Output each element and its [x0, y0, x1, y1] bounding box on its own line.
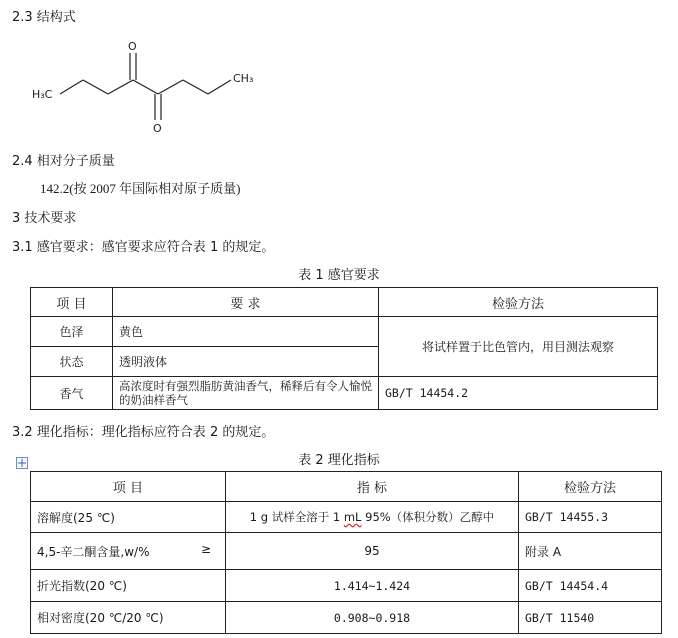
table2-caption: 表 2 理化指标 — [298, 453, 380, 468]
table-row — [31, 533, 662, 570]
table2-item-label: 4,5-辛二酮含量,w/% — [37, 544, 150, 559]
section-3-heading: 3 技术要求 — [12, 211, 77, 226]
table2-method: GB/T 14455.3 — [519, 502, 662, 533]
table2-value: 95 — [226, 533, 519, 570]
section-3-2-text: 3.2 理化指标：理化指标应符合表 2 的规定。 — [12, 425, 275, 440]
section-2-4-heading: 2.4 相对分子质量 — [12, 154, 115, 169]
table-row — [31, 317, 658, 347]
oxygen-bottom-label: O — [153, 122, 162, 135]
table2-compare-symbol: ≥ — [200, 542, 211, 556]
table1 — [30, 287, 658, 410]
table2-item: 相对密度(20 ℃/20 ℃) — [31, 602, 226, 634]
molecular-weight: 142.2(按 2007 年国际相对原子质量) — [40, 181, 241, 196]
table2-value-part: 1 g 试样全溶于 1 — [249, 510, 344, 524]
table1-req: 高浓度时有强烈脂肪黄油香气，稀释后有令人愉悦的奶油样香气 — [113, 377, 379, 410]
table2 — [30, 471, 662, 634]
table2-value — [226, 502, 519, 533]
methyl-right-label: CH₃ — [233, 72, 254, 85]
section-2-3-heading: 2.3 结构式 — [12, 10, 76, 25]
oxygen-top-label: O — [128, 40, 137, 53]
table1-req: 黄色 — [113, 317, 379, 347]
table-row — [31, 502, 662, 533]
table2-value: 1.414~1.424 — [226, 570, 519, 602]
structural-formula — [30, 38, 290, 138]
table2-header-item: 项 目 — [31, 472, 226, 502]
table2-item: 溶解度(25 ℃) — [31, 502, 226, 533]
table2-header-method: 检验方法 — [519, 472, 662, 502]
table2-item: 折光指数(20 ℃) — [31, 570, 226, 602]
table2-value: 0.908~0.918 — [226, 602, 519, 634]
table1-item: 状态 — [31, 347, 113, 377]
table-row — [31, 602, 662, 634]
table2-method: GB/T 14454.4 — [519, 570, 662, 602]
table2-method: GB/T 11540 — [519, 602, 662, 634]
table-row — [31, 570, 662, 602]
methyl-left-label: H₃C — [32, 88, 53, 101]
table1-caption: 表 1 感官要求 — [298, 268, 380, 283]
table2-value-part: 95%（体积分数）乙醇中 — [361, 510, 495, 524]
table-row — [31, 377, 658, 410]
table2-header-value: 指 标 — [226, 472, 519, 502]
table2-method: 附录 A — [519, 533, 662, 570]
table2-value-unit: mL — [343, 510, 362, 524]
table1-header-method: 检验方法 — [379, 288, 658, 317]
table1-method: 将试样置于比色管内，用目测法观察 — [379, 317, 658, 377]
table2-item — [31, 533, 226, 570]
table1-req: 透明液体 — [113, 347, 379, 377]
table1-item: 香气 — [31, 377, 113, 410]
table1-method: GB/T 14454.2 — [379, 377, 658, 410]
table1-header-item: 项 目 — [31, 288, 113, 317]
section-3-1-text: 3.1 感官要求：感官要求应符合表 1 的规定。 — [12, 240, 275, 255]
table1-item: 色泽 — [31, 317, 113, 347]
table1-header-req: 要 求 — [113, 288, 379, 317]
